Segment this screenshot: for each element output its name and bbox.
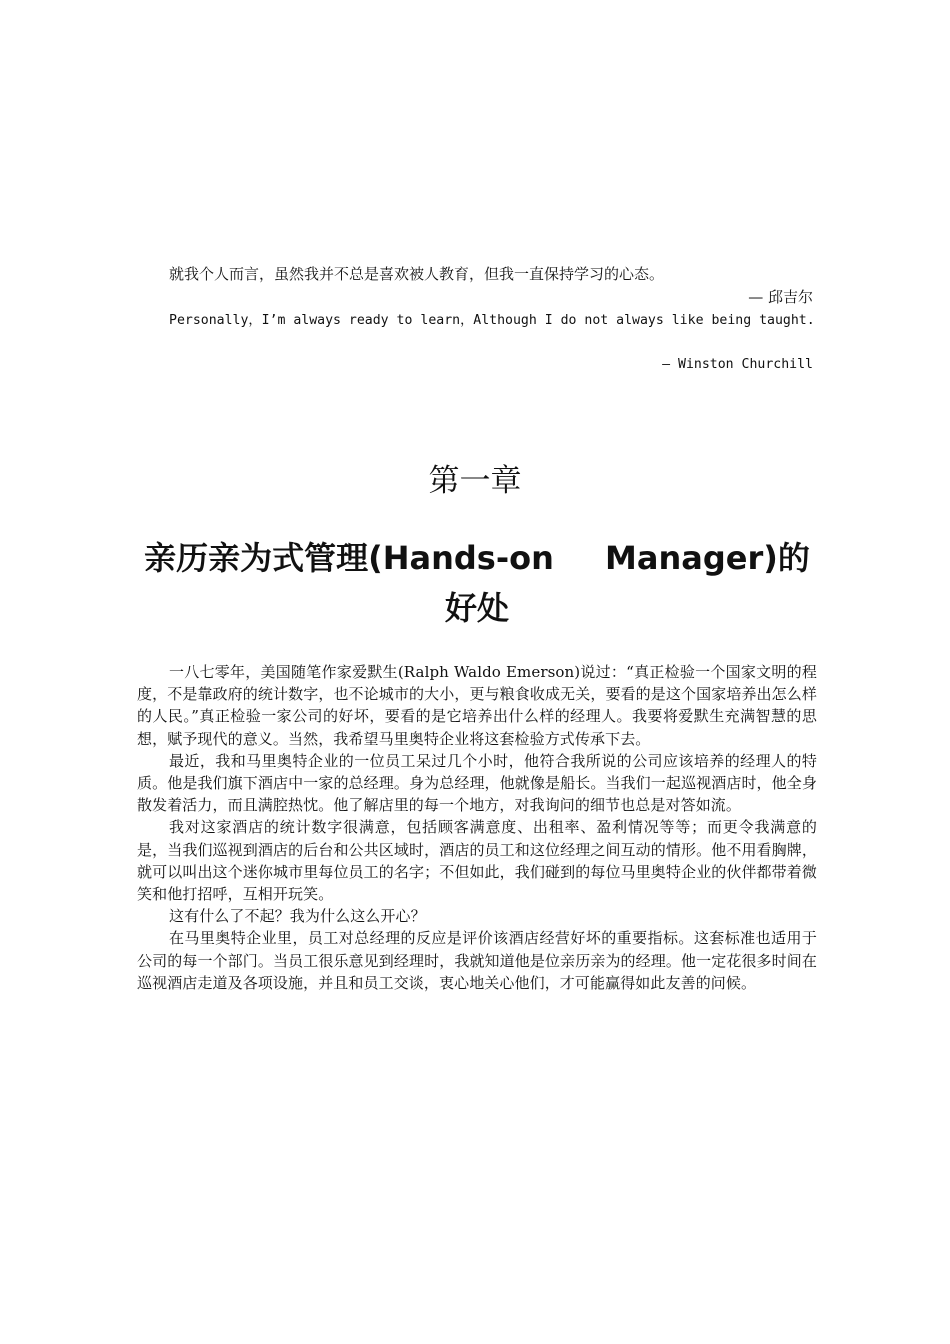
chapter-number: 第一章	[428, 463, 522, 499]
epigraph-english: Personally，I’m always ready to learn，Although I do not always like being taught.	[169, 313, 815, 328]
body-paragraph: 我对这家酒店的统计数字很满意，包括顾客满意度、出租率、盈利情况等等；而更令我满意的是，当我们巡视到酒店的后台和公共区域时，酒店的员工和这位经理之间互动的情形。他不用看胸牌，就可以叫出这个迷你城市里每位员工的名字；不但如此，我们碰到的每位马里奥特企业的伙伴都带着微笑和他打招呼，互相开玩笑。	[137, 818, 817, 904]
epigraph-chinese-attribution: — 邱吉尔	[748, 288, 813, 306]
body-paragraph: 最近，我和马里奥特企业的一位员工呆过几个小时，他符合我所说的公司应该培养的经理人的特质。他是我们旗下酒店中一家的总经理。身为总经理，他就像是船长。当我们一起巡视酒店时，他全身散发着活力，而且满腔热忱。他了解店里的每一个地方，对我询问的细节也总是对答如流。	[137, 751, 817, 815]
body-paragraph: 这有什么了不起？我为什么这么开心？	[169, 907, 426, 926]
body-text	[137, 661, 817, 994]
epigraph-english-attribution: — Winston Churchill	[662, 357, 813, 372]
body-paragraph: 一八七零年，美国随笔作家爱默生(Ralph Waldo Emerson)说过：“真正检验一个国家文明的程度，不是靠政府的统计数字，也不论城市的大小，更与粮食收成无关，要看的是这个国家培养出怎么样的人民。”真正检验一家公司的好坏，要看的是它培养出什么样的经理人。我要将爱默生充满智慧的思想，赋予现代的意义。当然，我希望马里奥特企业将这套检验方式传承下去。	[137, 663, 817, 748]
epigraph-chinese: 就我个人而言，虽然我并不总是喜欢被人教育，但我一直保持学习的心态。	[169, 265, 665, 283]
body-paragraph: 在马里奥特企业里，员工对总经理的反应是评价该酒店经营好坏的重要指标。这套标准也适用于公司的每一个部门。当员工很乐意见到经理时，我就知道他是位亲历亲为的经理。他一定花很多时间在巡视酒店走道及各项设施，并且和员工交谈，衷心地关心他们，才可能赢得如此友善的问候。	[137, 929, 817, 992]
chapter-title: 亲历亲为式管理(Hands-on Manager)的好处	[144, 539, 810, 627]
